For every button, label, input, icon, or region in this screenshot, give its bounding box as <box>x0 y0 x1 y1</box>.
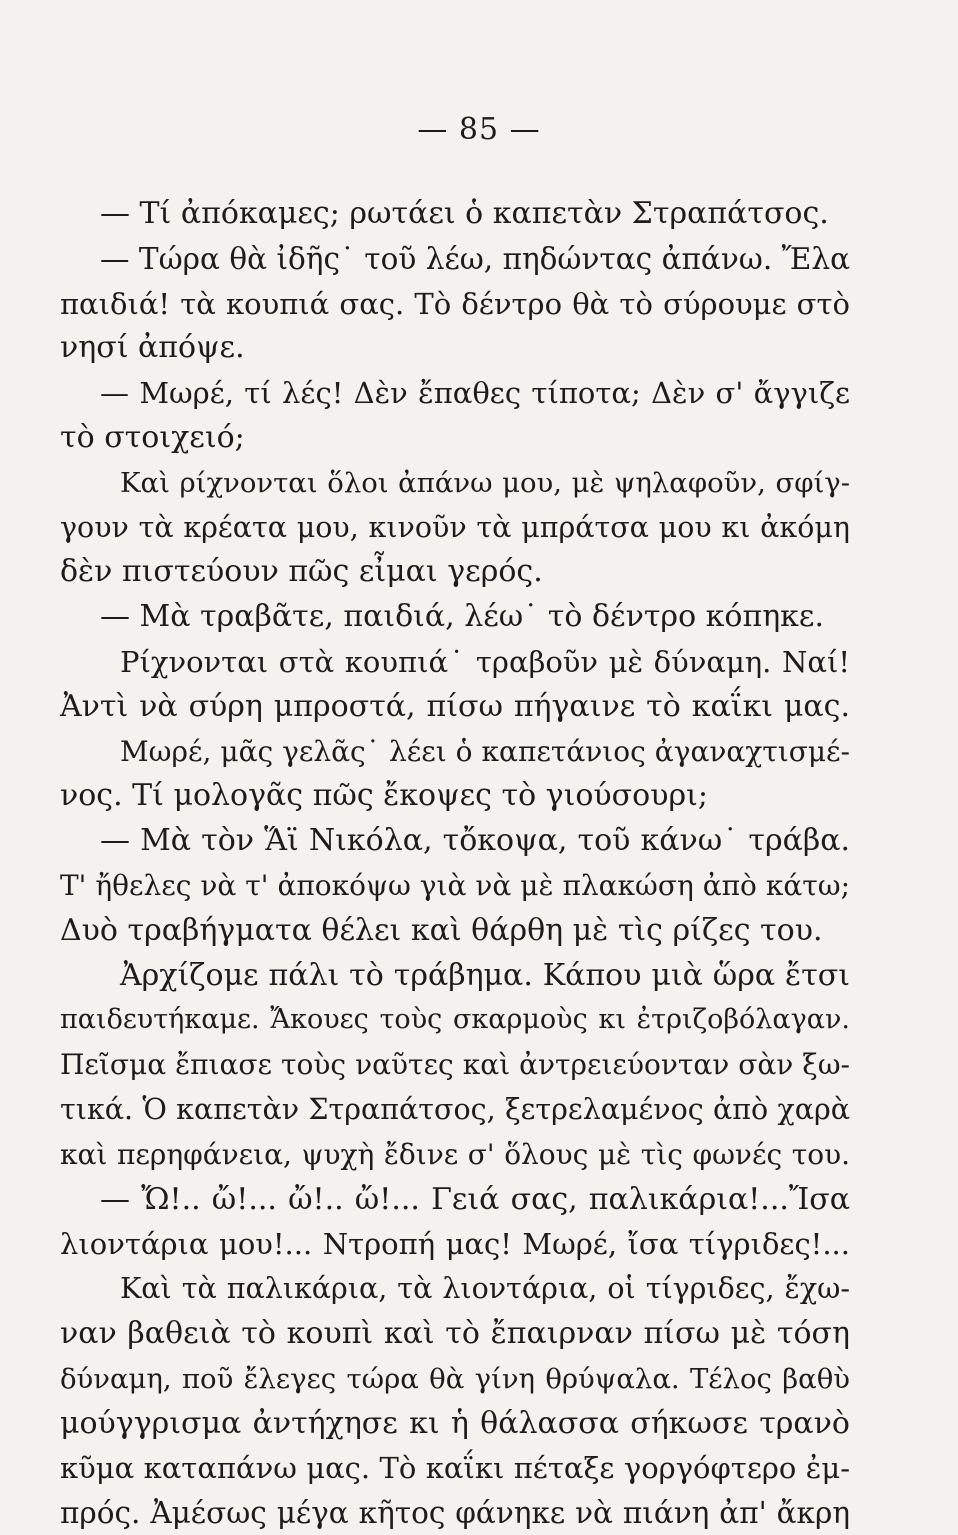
text-line: Καὶ τὰ παλικάρια, τὰ λιοντάρια, οἱ τίγριδες, ἔχω- <box>120 1272 850 1306</box>
text-line: Ἀρχίζομε πάλι τὸ τράβημα. Κάπου μιὰ ὥρα ἔτσι <box>120 957 850 993</box>
text-line: — Μὰ τραβᾶτε, παιδιά, λέω˙ τὸ δέντρο κόπηκε. <box>100 599 824 635</box>
text-line: γουν τὰ κρέατα μου, κινοῦν τὰ μπράτσα μου κι ἀκόμη <box>60 510 850 544</box>
text-line: ναν βαθειὰ τὸ κουπὶ καὶ τὸ ἔπαιρναν πίσω μὲ τόση <box>60 1316 850 1351</box>
text-line: — Τί ἀπόκαμες; ρωτάει ὁ καπετὰν Στραπάτσος. <box>100 196 829 231</box>
text-line: Τ' ἤθελες νὰ τ' ἀποκόψω γιὰ νὰ μὲ πλακώση ἀπὸ κάτω; <box>60 869 850 902</box>
text-line: Ρίχνονται στὰ κουπιά˙ τραβοῦν μὲ δύναμη. Ναί! <box>120 645 850 679</box>
text-line: λιοντάρια μου!... Ντροπή μας! Μωρέ, ἴσα τίγριδες!... <box>60 1227 850 1262</box>
text-line: Δυὸ τραβήγματα θέλει καὶ θάρθη μὲ τὶς ρίζες του. <box>60 912 823 948</box>
text-line: Πεῖσμα ἔπιασε τοὺς ναῦτες καὶ ἀντρειεύονταν σὰν ξω- <box>60 1048 850 1082</box>
text-line: Ἀντὶ νὰ σύρη μπροστά, πίσω πήγαινε τὸ καΐκι μας. <box>60 688 850 724</box>
text-line: νος. Τί μολογᾶς πῶς ἔκοψες τὸ γιούσουρι; <box>60 778 708 814</box>
text-line: κῦμα καταπάνω μας. Τὸ καΐκι πέταξε γοργόφτερο ἐμ- <box>60 1451 850 1486</box>
text-line: νησί ἀπόψε. <box>60 330 245 366</box>
text-line: Καὶ ρίχνονται ὅλοι ἀπάνω μου, μὲ ψηλαφοῦν, σφίγ- <box>120 466 850 499</box>
text-line: παιδιά! τὰ κουπιά σας. Τὸ δέντρο θὰ τὸ σύρουμε στὸ <box>60 286 850 321</box>
text-line: τὸ στοιχειό; <box>60 420 245 455</box>
text-line: δὲν πιστεύουν πῶς εἶμαι γερός. <box>60 554 543 590</box>
text-line: Μωρέ, μᾶς γελᾶς˙ λέει ὁ καπετάνιος ἀγαναχτισμέ- <box>120 734 850 768</box>
text-line: — Τώρα θὰ ἰδῆς˙ τοῦ λέω, πηδώντας ἀπάνω. Ἔλα <box>100 241 850 276</box>
text-line: — Μὰ τὸν Ἅϊ Νικόλα, τὄκοψα, τοῦ κάνω˙ τράβα. <box>100 823 850 859</box>
text-line: παιδευτήκαμε. Ἄκουες τοὺς σκαρμοὺς κι ἐτριζοβόλαγαν. <box>60 1004 850 1036</box>
text-line: τικά. Ὁ καπετὰν Στραπάτσος, ξετρελαμένος ἀπὸ χαρὰ <box>60 1093 850 1126</box>
text-line: πρός. Ἀμέσως μέγα κῆτος φάνηκε νὰ πιάνη ἀπ' ἄκρη <box>60 1496 850 1531</box>
text-line: — Μωρέ, τί λές! Δὲν ἔπαθες τίποτα; Δὲν σ' ἄγγιζε <box>100 376 850 411</box>
page-number: — 85 — <box>417 112 541 147</box>
text-line: — Ὤ!.. ὤ!... ὤ!.. ὤ!... Γειά σας, παλικάρια!...Ἴσα <box>100 1181 850 1217</box>
text-line: μούγγρισμα ἀντήχησε κι ἡ θάλασσα σήκωσε τρανὸ <box>60 1405 850 1441</box>
text-line: δύναμη, ποῦ ἔλεγες τώρα θὰ γίνη θρύψαλα. Τέλος βαθὺ <box>60 1362 850 1395</box>
text-line: καὶ περηφάνεια, ψυχὴ ἔδινε σ' ὅλους μὲ τὶς φωνές του. <box>60 1137 850 1171</box>
